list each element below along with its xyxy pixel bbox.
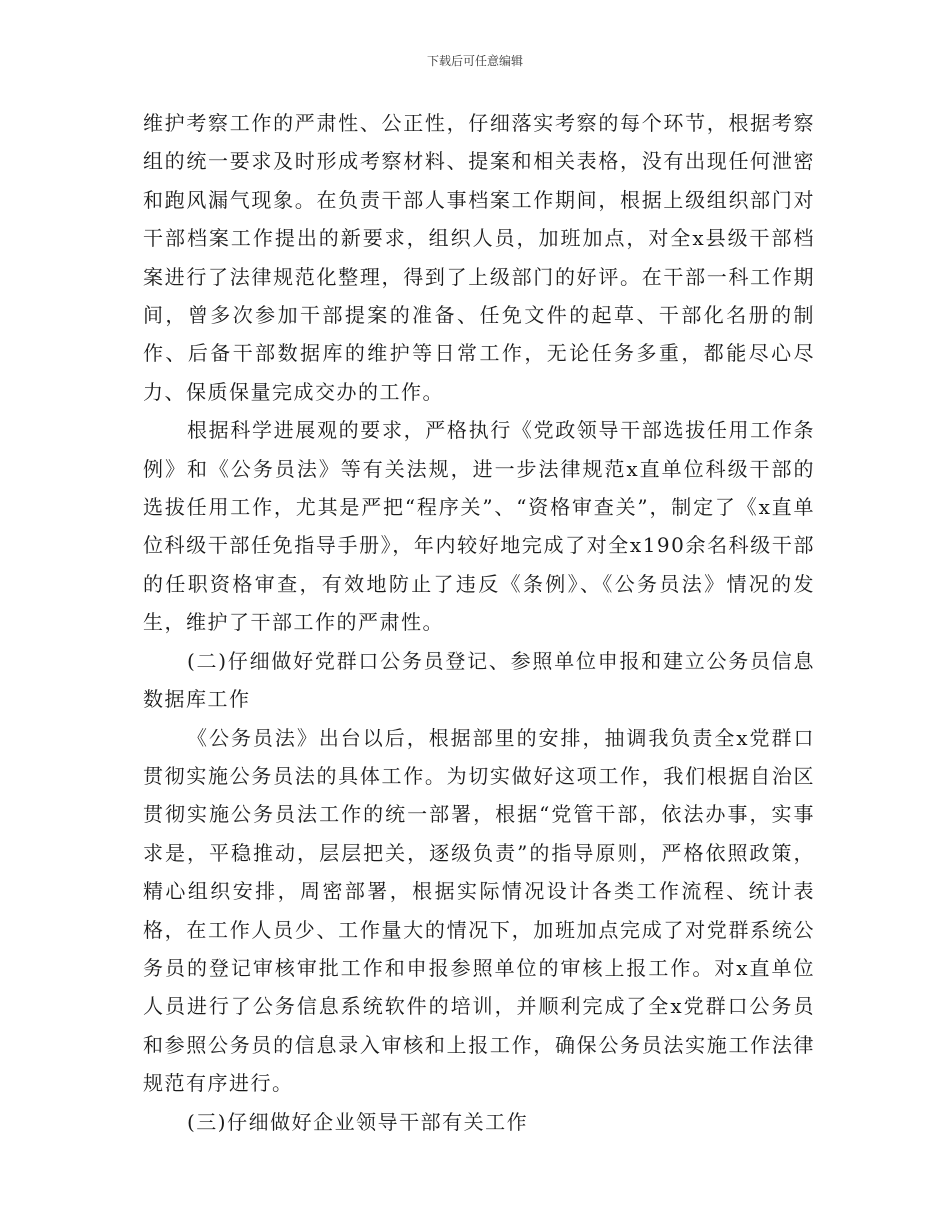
section-heading-3: (三)仔细做好企业领导干部有关工作 — [187, 1109, 529, 1134]
page-header-note: 下载后可任意编辑 — [426, 54, 523, 68]
paragraph-1: 维护考察工作的严肃性、公正性，仔细落实考察的每个环节，根据考察组的统一要求及时形成考察材料、提案和相关表格，没有出现任何泄密和跑风漏气现象。在负责干部人事档案工作期间，根据上级组织部门对干部档案工作提出的新要求，组织人员，加班加点，对全x县级干部档案进行了法律规范化整理，得到了上级部门的好评。在干部一科工作期间，曾多次参加干部提案的准备、任免文件的起草、干部化名册的制作、后备干部数据库的维护等日常工作，无论任务多重，都能尽心尽力、保质保量完成交办的工作。 — [143, 111, 815, 404]
paragraph-2: 根据科学进展观的要求，严格执行《党政领导干部选拔任用工作条例》和《公务员法》等有关法规，进一步法律规范x直单位科级干部的选拔任用工作，尤其是严把“程序关”、“资格审查关”，制定了《x直单位科级干部任免指导手册》，年内较好地完成了对全x190余名科级干部的任职资格审查，有效地防止了违反《条例》、《公务员法》情况的发生，维护了干部工作的严肃性。 — [143, 418, 815, 635]
section-heading-2: (二)仔细做好党群口公务员登记、参照单位申报和建立公务员信息数据库工作 — [143, 648, 815, 712]
paragraph-3: 《公务员法》出台以后，根据部里的安排，抽调我负责全x党群口贯彻实施公务员法的具体工作。为切实做好这项工作，我们根据自治区贯彻实施公务员法工作的统一部署，根据“党管干部，依法办事，实事求是，平稳推动，层层把关，逐级负责”的指导原则，严格依照政策，精心组织安排，周密部署，根据实际情况设计各类工作流程、统计表格，在工作人员少、工作量大的情况下，加班加点完成了对党群系统公务员的登记审核审批工作和申报参照单位的审核上报工作。对x直单位人员进行了公务信息系统软件的培训，并顺利完成了全x党群口公务员和参照公务员的信息录入审核和上报工作，确保公务员法实施工作法律规范有序进行。 — [143, 725, 815, 1096]
document-body — [143, 104, 815, 1141]
